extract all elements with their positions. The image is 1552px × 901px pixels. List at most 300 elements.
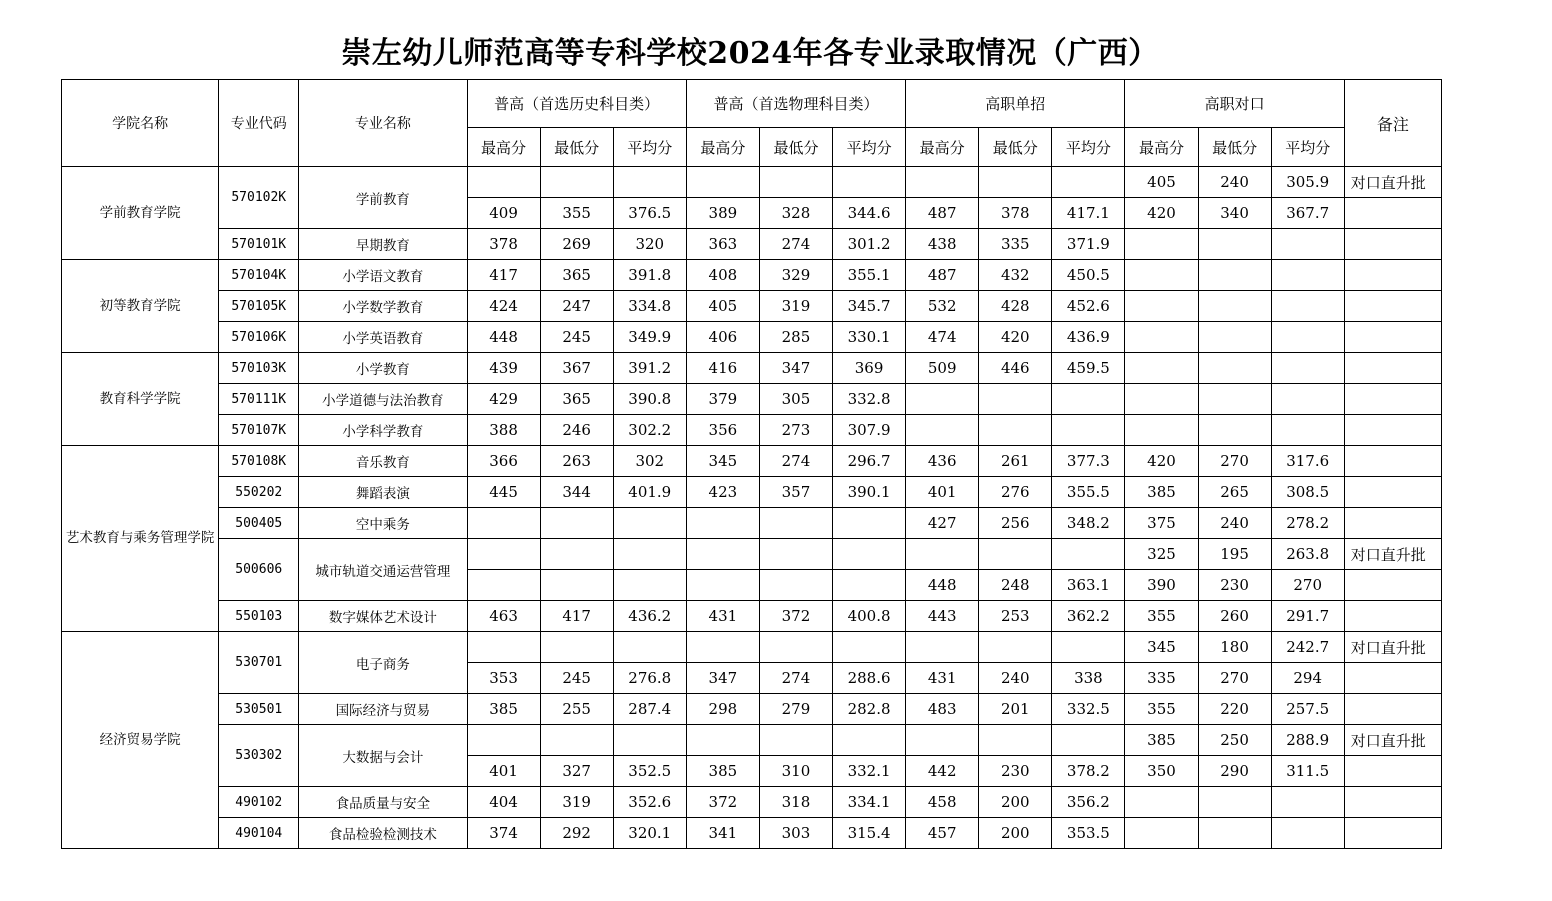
score-cell-avg: 353.5 — [1052, 818, 1125, 849]
score-cell-avg: 349.9 — [613, 322, 686, 353]
score-cell-avg: 459.5 — [1052, 353, 1125, 384]
score-cell-min — [1198, 291, 1271, 322]
note-cell — [1344, 384, 1441, 415]
note-cell: 对口直升批 — [1344, 725, 1441, 756]
score-cell-max — [1125, 322, 1198, 353]
score-cell-avg: 291.7 — [1271, 601, 1344, 632]
table-row — [62, 353, 1442, 384]
score-cell-avg: 307.9 — [833, 415, 906, 446]
header-major: 专业名称 — [299, 80, 467, 167]
table-header — [62, 80, 1442, 167]
note-cell: 对口直升批 — [1344, 632, 1441, 663]
score-cell-min: 365 — [540, 384, 613, 415]
score-cell-max — [1125, 818, 1198, 849]
score-cell-min — [1198, 229, 1271, 260]
score-cell-max — [686, 632, 759, 663]
score-cell-max: 532 — [906, 291, 979, 322]
score-cell-max — [467, 632, 540, 663]
major-name: 国际经济与贸易 — [299, 694, 467, 725]
score-cell-avg — [1052, 384, 1125, 415]
score-cell-min: 432 — [979, 260, 1052, 291]
major-name: 电子商务 — [299, 632, 467, 694]
score-cell-max: 483 — [906, 694, 979, 725]
score-cell-avg: 355.1 — [833, 260, 906, 291]
subheader-min: 最低分 — [540, 128, 613, 167]
subheader-avg: 平均分 — [833, 128, 906, 167]
score-cell-min: 270 — [1198, 663, 1271, 694]
major-code: 570107K — [219, 415, 299, 446]
score-cell-max — [1125, 353, 1198, 384]
score-cell-avg: 344.6 — [833, 198, 906, 229]
score-cell-avg — [1271, 384, 1344, 415]
table-row — [62, 632, 1442, 663]
score-cell-max: 427 — [906, 508, 979, 539]
major-code: 500606 — [219, 539, 299, 601]
score-cell-avg: 378.2 — [1052, 756, 1125, 787]
score-cell-avg: 436.2 — [613, 601, 686, 632]
subheader-avg: 平均分 — [1271, 128, 1344, 167]
score-cell-avg: 305.9 — [1271, 167, 1344, 198]
score-cell-max: 448 — [467, 322, 540, 353]
score-cell-avg: 288.6 — [833, 663, 906, 694]
table-row — [62, 539, 1442, 570]
score-cell-max: 423 — [686, 477, 759, 508]
score-cell-avg — [613, 539, 686, 570]
table-body — [62, 167, 1442, 849]
score-cell-min: 417 — [540, 601, 613, 632]
score-cell-max: 431 — [686, 601, 759, 632]
score-cell-min — [1198, 384, 1271, 415]
score-cell-max: 439 — [467, 353, 540, 384]
table-row — [62, 415, 1442, 446]
major-code: 570102K — [219, 167, 299, 229]
college-name: 学前教育学院 — [62, 167, 219, 260]
major-code: 570103K — [219, 353, 299, 384]
score-cell-max — [686, 167, 759, 198]
major-code: 500405 — [219, 508, 299, 539]
score-cell-avg: 352.6 — [613, 787, 686, 818]
subheader-max: 最高分 — [1125, 128, 1198, 167]
note-cell — [1344, 663, 1441, 694]
score-cell-min — [540, 539, 613, 570]
score-cell-max: 366 — [467, 446, 540, 477]
major-name: 小学数学教育 — [299, 291, 467, 322]
major-code: 570104K — [219, 260, 299, 291]
major-code: 490102 — [219, 787, 299, 818]
subheader-min: 最低分 — [759, 128, 832, 167]
score-cell-max: 405 — [686, 291, 759, 322]
score-cell-max: 298 — [686, 694, 759, 725]
score-cell-max — [467, 539, 540, 570]
score-cell-avg: 301.2 — [833, 229, 906, 260]
score-cell-avg: 345.7 — [833, 291, 906, 322]
college-name: 初等教育学院 — [62, 260, 219, 353]
score-cell-max: 345 — [686, 446, 759, 477]
score-cell-min — [979, 167, 1052, 198]
score-cell-avg — [1052, 725, 1125, 756]
score-cell-min: 240 — [1198, 167, 1271, 198]
score-cell-max — [467, 508, 540, 539]
score-cell-min — [540, 570, 613, 601]
score-cell-avg: 288.9 — [1271, 725, 1344, 756]
score-cell-avg: 242.7 — [1271, 632, 1344, 663]
score-cell-avg: 376.5 — [613, 198, 686, 229]
table-row — [62, 229, 1442, 260]
score-cell-max: 463 — [467, 601, 540, 632]
score-cell-max: 438 — [906, 229, 979, 260]
score-cell-min — [1198, 353, 1271, 384]
score-cell-avg: 450.5 — [1052, 260, 1125, 291]
score-cell-max — [906, 167, 979, 198]
score-cell-min: 269 — [540, 229, 613, 260]
note-cell — [1344, 353, 1441, 384]
score-cell-min: 246 — [540, 415, 613, 446]
score-cell-max: 385 — [1125, 477, 1198, 508]
score-cell-min: 240 — [1198, 508, 1271, 539]
table-row — [62, 384, 1442, 415]
score-cell-avg — [833, 725, 906, 756]
score-cell-max — [467, 167, 540, 198]
major-code: 530302 — [219, 725, 299, 787]
major-name: 大数据与会计 — [299, 725, 467, 787]
header-college: 学院名称 — [62, 80, 219, 167]
score-cell-min: 292 — [540, 818, 613, 849]
score-cell-max: 325 — [1125, 539, 1198, 570]
score-cell-min: 357 — [759, 477, 832, 508]
score-cell-max: 443 — [906, 601, 979, 632]
score-cell-min: 200 — [979, 818, 1052, 849]
score-cell-max: 416 — [686, 353, 759, 384]
score-cell-max: 363 — [686, 229, 759, 260]
score-cell-avg: 276.8 — [613, 663, 686, 694]
score-cell-max: 420 — [1125, 446, 1198, 477]
score-cell-avg: 417.1 — [1052, 198, 1125, 229]
score-cell-min: 327 — [540, 756, 613, 787]
score-cell-avg — [1271, 291, 1344, 322]
score-cell-min: 263 — [540, 446, 613, 477]
note-cell — [1344, 446, 1441, 477]
score-cell-min: 247 — [540, 291, 613, 322]
header-group-history: 普高（首选历史科目类） — [467, 80, 686, 128]
score-cell-max: 347 — [686, 663, 759, 694]
major-name: 小学语文教育 — [299, 260, 467, 291]
score-cell-max — [906, 415, 979, 446]
major-code: 570111K — [219, 384, 299, 415]
score-cell-min — [1198, 260, 1271, 291]
score-cell-avg: 263.8 — [1271, 539, 1344, 570]
score-cell-avg: 330.1 — [833, 322, 906, 353]
score-cell-min — [759, 539, 832, 570]
score-cell-min: 250 — [1198, 725, 1271, 756]
note-cell — [1344, 756, 1441, 787]
score-cell-avg — [1271, 415, 1344, 446]
score-cell-min: 328 — [759, 198, 832, 229]
score-cell-avg: 436.9 — [1052, 322, 1125, 353]
score-cell-min — [979, 725, 1052, 756]
score-cell-max: 404 — [467, 787, 540, 818]
major-name: 小学英语教育 — [299, 322, 467, 353]
score-cell-avg: 320 — [613, 229, 686, 260]
major-name: 音乐教育 — [299, 446, 467, 477]
score-cell-max: 429 — [467, 384, 540, 415]
major-name: 小学科学教育 — [299, 415, 467, 446]
score-cell-min: 285 — [759, 322, 832, 353]
score-cell-max: 372 — [686, 787, 759, 818]
score-cell-min: 255 — [540, 694, 613, 725]
score-cell-min — [759, 167, 832, 198]
header-group-vocational-matching: 高职对口 — [1125, 80, 1344, 128]
score-cell-min — [979, 384, 1052, 415]
score-cell-max: 353 — [467, 663, 540, 694]
score-cell-min: 319 — [759, 291, 832, 322]
score-cell-avg — [833, 167, 906, 198]
score-cell-max: 448 — [906, 570, 979, 601]
score-cell-avg — [1271, 353, 1344, 384]
score-cell-avg: 334.8 — [613, 291, 686, 322]
table-row — [62, 601, 1442, 632]
major-name: 食品质量与安全 — [299, 787, 467, 818]
score-cell-avg: 391.8 — [613, 260, 686, 291]
table-row — [62, 260, 1442, 291]
score-cell-min — [540, 508, 613, 539]
score-cell-avg: 371.9 — [1052, 229, 1125, 260]
score-cell-max: 424 — [467, 291, 540, 322]
score-cell-min: 318 — [759, 787, 832, 818]
score-cell-max: 436 — [906, 446, 979, 477]
score-cell-avg: 367.7 — [1271, 198, 1344, 229]
college-name: 艺术教育与乘务管理学院 — [62, 446, 219, 632]
major-name: 食品检验检测技术 — [299, 818, 467, 849]
score-cell-min: 274 — [759, 229, 832, 260]
score-cell-min: 201 — [979, 694, 1052, 725]
score-cell-max — [467, 725, 540, 756]
major-code: 550202 — [219, 477, 299, 508]
note-cell — [1344, 415, 1441, 446]
score-cell-min: 340 — [1198, 198, 1271, 229]
table-row — [62, 291, 1442, 322]
score-cell-avg: 338 — [1052, 663, 1125, 694]
score-cell-min: 355 — [540, 198, 613, 229]
score-cell-avg: 355.5 — [1052, 477, 1125, 508]
score-cell-min: 276 — [979, 477, 1052, 508]
score-cell-max — [1125, 415, 1198, 446]
score-cell-min: 273 — [759, 415, 832, 446]
table-row — [62, 446, 1442, 477]
score-cell-max: 474 — [906, 322, 979, 353]
score-cell-max: 457 — [906, 818, 979, 849]
major-name: 城市轨道交通运营管理 — [299, 539, 467, 601]
score-cell-min: 245 — [540, 322, 613, 353]
major-name: 数字媒体艺术设计 — [299, 601, 467, 632]
table-row — [62, 818, 1442, 849]
score-cell-avg: 320.1 — [613, 818, 686, 849]
major-code: 570101K — [219, 229, 299, 260]
score-cell-min: 220 — [1198, 694, 1271, 725]
score-cell-min — [759, 725, 832, 756]
score-cell-min: 200 — [979, 787, 1052, 818]
major-code: 490104 — [219, 818, 299, 849]
score-cell-max: 355 — [1125, 694, 1198, 725]
score-cell-min: 270 — [1198, 446, 1271, 477]
score-cell-avg: 282.8 — [833, 694, 906, 725]
college-name: 教育科学学院 — [62, 353, 219, 446]
score-cell-avg — [613, 508, 686, 539]
score-cell-min: 290 — [1198, 756, 1271, 787]
score-cell-min: 365 — [540, 260, 613, 291]
score-cell-min: 305 — [759, 384, 832, 415]
score-cell-min — [540, 167, 613, 198]
note-cell — [1344, 818, 1441, 849]
score-cell-avg: 334.1 — [833, 787, 906, 818]
score-cell-max: 335 — [1125, 663, 1198, 694]
score-cell-max — [686, 508, 759, 539]
score-cell-avg — [613, 570, 686, 601]
score-cell-avg — [613, 632, 686, 663]
score-cell-max: 375 — [1125, 508, 1198, 539]
score-cell-max: 406 — [686, 322, 759, 353]
score-cell-max: 385 — [467, 694, 540, 725]
score-cell-avg: 391.2 — [613, 353, 686, 384]
score-cell-max: 388 — [467, 415, 540, 446]
score-cell-avg — [833, 508, 906, 539]
score-cell-max — [906, 632, 979, 663]
score-cell-avg — [1271, 260, 1344, 291]
header-group-vocational-single: 高职单招 — [906, 80, 1125, 128]
score-cell-avg — [1052, 539, 1125, 570]
score-cell-max: 458 — [906, 787, 979, 818]
major-code: 570106K — [219, 322, 299, 353]
score-cell-min: 240 — [979, 663, 1052, 694]
score-cell-max: 389 — [686, 198, 759, 229]
score-cell-max — [1125, 260, 1198, 291]
score-cell-max: 345 — [1125, 632, 1198, 663]
score-cell-max: 341 — [686, 818, 759, 849]
admission-table — [61, 79, 1442, 849]
score-cell-min: 230 — [979, 756, 1052, 787]
note-cell — [1344, 198, 1441, 229]
score-cell-min: 279 — [759, 694, 832, 725]
subheader-max: 最高分 — [906, 128, 979, 167]
score-cell-max: 350 — [1125, 756, 1198, 787]
score-cell-max: 401 — [906, 477, 979, 508]
note-cell — [1344, 694, 1441, 725]
score-cell-avg — [1271, 322, 1344, 353]
score-cell-avg: 356.2 — [1052, 787, 1125, 818]
score-cell-min: 253 — [979, 601, 1052, 632]
score-cell-max: 408 — [686, 260, 759, 291]
table-row — [62, 508, 1442, 539]
score-cell-max — [1125, 787, 1198, 818]
subheader-avg: 平均分 — [1052, 128, 1125, 167]
table-row — [62, 167, 1442, 198]
score-cell-min: 428 — [979, 291, 1052, 322]
score-cell-avg: 332.1 — [833, 756, 906, 787]
score-cell-max: 405 — [1125, 167, 1198, 198]
score-cell-avg: 390.8 — [613, 384, 686, 415]
score-cell-min: 180 — [1198, 632, 1271, 663]
score-cell-avg: 377.3 — [1052, 446, 1125, 477]
score-cell-min — [540, 725, 613, 756]
score-cell-max: 431 — [906, 663, 979, 694]
score-cell-avg — [613, 167, 686, 198]
score-cell-avg: 296.7 — [833, 446, 906, 477]
score-cell-max: 390 — [1125, 570, 1198, 601]
score-cell-max: 509 — [906, 353, 979, 384]
score-cell-min: 260 — [1198, 601, 1271, 632]
score-cell-max — [906, 725, 979, 756]
score-cell-avg: 401.9 — [613, 477, 686, 508]
score-cell-min: 303 — [759, 818, 832, 849]
table-row — [62, 322, 1442, 353]
score-cell-max: 356 — [686, 415, 759, 446]
score-cell-min — [1198, 787, 1271, 818]
score-cell-min — [1198, 415, 1271, 446]
score-cell-avg — [833, 539, 906, 570]
score-cell-min: 378 — [979, 198, 1052, 229]
subheader-avg: 平均分 — [613, 128, 686, 167]
score-cell-max: 417 — [467, 260, 540, 291]
major-name: 早期教育 — [299, 229, 467, 260]
score-cell-avg — [833, 632, 906, 663]
score-cell-avg — [1052, 632, 1125, 663]
score-cell-min: 347 — [759, 353, 832, 384]
score-cell-min: 248 — [979, 570, 1052, 601]
score-cell-avg: 400.8 — [833, 601, 906, 632]
score-cell-avg: 302.2 — [613, 415, 686, 446]
score-cell-avg: 278.2 — [1271, 508, 1344, 539]
score-cell-avg — [1052, 167, 1125, 198]
score-cell-min: 274 — [759, 663, 832, 694]
major-code: 570105K — [219, 291, 299, 322]
note-cell — [1344, 787, 1441, 818]
score-cell-avg — [1052, 415, 1125, 446]
score-cell-min: 367 — [540, 353, 613, 384]
score-cell-avg: 363.1 — [1052, 570, 1125, 601]
score-cell-min: 420 — [979, 322, 1052, 353]
score-cell-min: 329 — [759, 260, 832, 291]
score-cell-max — [1125, 229, 1198, 260]
score-cell-min: 274 — [759, 446, 832, 477]
score-cell-max: 420 — [1125, 198, 1198, 229]
major-code: 530701 — [219, 632, 299, 694]
score-cell-avg: 270 — [1271, 570, 1344, 601]
score-cell-min: 446 — [979, 353, 1052, 384]
score-cell-min: 372 — [759, 601, 832, 632]
score-cell-max: 445 — [467, 477, 540, 508]
score-cell-min — [1198, 818, 1271, 849]
score-cell-min: 256 — [979, 508, 1052, 539]
score-cell-min: 344 — [540, 477, 613, 508]
score-cell-min — [540, 632, 613, 663]
score-cell-min: 230 — [1198, 570, 1271, 601]
score-cell-avg: 452.6 — [1052, 291, 1125, 322]
note-cell — [1344, 260, 1441, 291]
table-row — [62, 787, 1442, 818]
score-cell-min: 245 — [540, 663, 613, 694]
table-row — [62, 725, 1442, 756]
score-cell-avg — [1271, 787, 1344, 818]
score-cell-avg — [613, 725, 686, 756]
note-cell — [1344, 601, 1441, 632]
score-cell-max: 355 — [1125, 601, 1198, 632]
score-cell-min — [1198, 322, 1271, 353]
score-cell-min: 310 — [759, 756, 832, 787]
score-cell-max — [686, 539, 759, 570]
subheader-max: 最高分 — [467, 128, 540, 167]
note-cell — [1344, 322, 1441, 353]
score-cell-min: 195 — [1198, 539, 1271, 570]
score-cell-avg: 287.4 — [613, 694, 686, 725]
